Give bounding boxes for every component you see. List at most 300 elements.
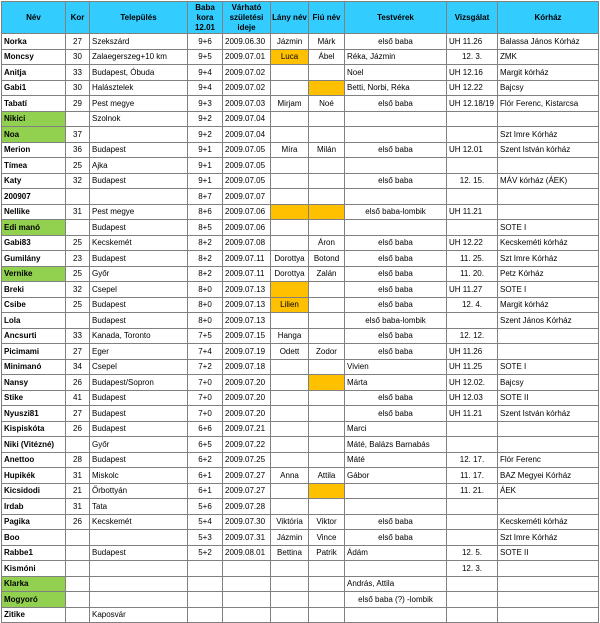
cell-baby-age[interactable]: 6+5 [188,437,223,453]
cell-hospital[interactable] [498,499,599,515]
cell-siblings[interactable]: első baba [345,530,447,546]
cell-girl-name[interactable] [271,189,309,205]
cell-due-date[interactable]: 2009.07.01 [223,49,271,65]
cell-city[interactable]: Halásztelek [90,80,188,96]
header-age[interactable]: Kor [66,2,90,34]
cell-hospital[interactable]: Petz Kórház [498,266,599,282]
cell-due-date[interactable] [223,592,271,608]
cell-exam[interactable]: UH 12.01 [447,142,498,158]
cell-name[interactable]: Irdab [2,499,66,515]
cell-due-date[interactable]: 2009.07.13 [223,313,271,329]
cell-city[interactable]: Zalaegerszeg+10 km [90,49,188,65]
cell-due-date[interactable] [223,576,271,592]
cell-siblings[interactable]: Noel [345,65,447,81]
cell-baby-age[interactable]: 7+5 [188,328,223,344]
cell-name[interactable]: Breki [2,282,66,298]
cell-city[interactable]: Miskolc [90,468,188,484]
cell-siblings[interactable]: első baba [345,406,447,422]
cell-boy-name[interactable] [309,297,345,313]
cell-exam[interactable]: UH 12.22 [447,80,498,96]
cell-baby-age[interactable]: 5+4 [188,514,223,530]
cell-girl-name[interactable] [271,158,309,174]
cell-boy-name[interactable] [309,65,345,81]
cell-hospital[interactable]: ÁEK [498,483,599,499]
cell-due-date[interactable]: 2009.07.13 [223,297,271,313]
cell-age[interactable]: 31 [66,468,90,484]
cell-hospital[interactable]: Bajcsy [498,80,599,96]
cell-baby-age[interactable]: 7+0 [188,375,223,391]
cell-due-date[interactable]: 2009.07.18 [223,359,271,375]
cell-hospital[interactable]: Bajcsy [498,375,599,391]
cell-girl-name[interactable]: Dorottya [271,251,309,267]
cell-girl-name[interactable] [271,499,309,515]
cell-age[interactable]: 31 [66,204,90,220]
cell-hospital[interactable]: MÁV kórház (ÁEK) [498,173,599,189]
cell-age[interactable] [66,111,90,127]
cell-baby-age[interactable]: 5+3 [188,530,223,546]
cell-city[interactable]: Kecskemét [90,514,188,530]
cell-hospital[interactable]: BAZ Megyei Kórház [498,468,599,484]
cell-boy-name[interactable]: Vince [309,530,345,546]
cell-baby-age[interactable]: 7+0 [188,390,223,406]
header-due-date[interactable]: Várható születési ideje [223,2,271,34]
cell-girl-name[interactable]: Bettina [271,545,309,561]
cell-boy-name[interactable] [309,189,345,205]
cell-age[interactable]: 26 [66,421,90,437]
cell-name[interactable]: Katy [2,173,66,189]
cell-city[interactable]: Budapest [90,173,188,189]
cell-age[interactable]: 27 [66,406,90,422]
header-siblings[interactable]: Testvérek [345,2,447,34]
cell-boy-name[interactable] [309,127,345,143]
cell-due-date[interactable]: 2009.07.06 [223,204,271,220]
cell-name[interactable]: Kispiskóta [2,421,66,437]
cell-hospital[interactable] [498,344,599,360]
cell-siblings[interactable]: első baba [345,344,447,360]
cell-baby-age[interactable] [188,576,223,592]
cell-city[interactable]: Budapest, Óbuda [90,65,188,81]
cell-siblings[interactable] [345,220,447,236]
cell-age[interactable]: 23 [66,251,90,267]
cell-boy-name[interactable]: Milán [309,142,345,158]
cell-city[interactable]: Budapest [90,390,188,406]
cell-girl-name[interactable]: Míra [271,142,309,158]
cell-girl-name[interactable] [271,437,309,453]
cell-girl-name[interactable] [271,592,309,608]
cell-city[interactable]: Őrbottyán [90,483,188,499]
cell-girl-name[interactable]: Dorottya [271,266,309,282]
cell-siblings[interactable]: első baba [345,514,447,530]
cell-due-date[interactable]: 2009.07.28 [223,499,271,515]
cell-baby-age[interactable]: 8+7 [188,189,223,205]
cell-due-date[interactable]: 2009.07.04 [223,127,271,143]
cell-age[interactable]: 25 [66,297,90,313]
cell-baby-age[interactable]: 7+4 [188,344,223,360]
cell-siblings[interactable]: első baba [345,328,447,344]
cell-due-date[interactable]: 2009.07.05 [223,173,271,189]
cell-name[interactable]: Csibe [2,297,66,313]
cell-name[interactable]: Nansy [2,375,66,391]
cell-name[interactable]: Pagika [2,514,66,530]
cell-age[interactable]: 21 [66,483,90,499]
cell-name[interactable]: Stike [2,390,66,406]
cell-siblings[interactable]: első baba [345,266,447,282]
cell-city[interactable]: Ajka [90,158,188,174]
cell-due-date[interactable]: 2009.07.13 [223,282,271,298]
cell-city[interactable] [90,127,188,143]
cell-hospital[interactable]: Szt Imre Kórház [498,251,599,267]
cell-age[interactable]: 25 [66,235,90,251]
cell-age[interactable] [66,576,90,592]
cell-name[interactable]: Nikici [2,111,66,127]
cell-age[interactable]: 25 [66,266,90,282]
cell-boy-name[interactable] [309,173,345,189]
cell-hospital[interactable]: Szt Imre Kórház [498,127,599,143]
cell-girl-name[interactable] [271,390,309,406]
cell-age[interactable]: 26 [66,514,90,530]
cell-exam[interactable]: 12. 12. [447,328,498,344]
cell-city[interactable] [90,576,188,592]
cell-boy-name[interactable]: Márk [309,34,345,50]
cell-due-date[interactable]: 2009.07.15 [223,328,271,344]
cell-age[interactable] [66,189,90,205]
cell-siblings[interactable] [345,111,447,127]
cell-city[interactable]: Csepel [90,282,188,298]
cell-boy-name[interactable] [309,375,345,391]
cell-hospital[interactable]: Szent István kórház [498,142,599,158]
cell-age[interactable] [66,313,90,329]
cell-boy-name[interactable] [309,576,345,592]
cell-exam[interactable] [447,437,498,453]
cell-baby-age[interactable]: 6+1 [188,483,223,499]
cell-due-date[interactable]: 2009.07.11 [223,251,271,267]
cell-girl-name[interactable]: Hanga [271,328,309,344]
cell-age[interactable]: 30 [66,80,90,96]
cell-name[interactable]: Vernike [2,266,66,282]
cell-siblings[interactable]: első baba [345,282,447,298]
cell-boy-name[interactable]: Viktor [309,514,345,530]
cell-city[interactable]: Budapest [90,220,188,236]
cell-hospital[interactable] [498,328,599,344]
cell-name[interactable]: Nyuszi81 [2,406,66,422]
cell-girl-name[interactable] [271,452,309,468]
cell-due-date[interactable]: 2009.07.02 [223,80,271,96]
cell-age[interactable]: 27 [66,34,90,50]
cell-exam[interactable] [447,313,498,329]
cell-exam[interactable]: 12. 17. [447,452,498,468]
cell-girl-name[interactable]: Viktória [271,514,309,530]
cell-girl-name[interactable] [271,561,309,577]
cell-due-date[interactable]: 2009.07.21 [223,421,271,437]
cell-city[interactable]: Kaposvár [90,607,188,623]
cell-exam[interactable]: 11. 20. [447,266,498,282]
cell-hospital[interactable] [498,158,599,174]
cell-siblings[interactable]: Vivien [345,359,447,375]
cell-boy-name[interactable] [309,421,345,437]
cell-baby-age[interactable]: 9+2 [188,127,223,143]
cell-age[interactable]: 32 [66,173,90,189]
cell-name[interactable]: Niki (Vitézné) [2,437,66,453]
cell-boy-name[interactable]: Noé [309,96,345,112]
cell-due-date[interactable]: 2009.07.20 [223,406,271,422]
cell-hospital[interactable]: Balassa János Kórház [498,34,599,50]
cell-hospital[interactable] [498,592,599,608]
cell-girl-name[interactable] [271,204,309,220]
cell-age[interactable]: 29 [66,96,90,112]
cell-boy-name[interactable]: Zalán [309,266,345,282]
cell-due-date[interactable]: 2009.07.22 [223,437,271,453]
header-exam[interactable]: Vizsgálat [447,2,498,34]
cell-boy-name[interactable] [309,204,345,220]
cell-city[interactable]: Győr [90,266,188,282]
header-name[interactable]: Név [2,2,66,34]
cell-name[interactable]: Merion [2,142,66,158]
cell-exam[interactable] [447,530,498,546]
cell-girl-name[interactable] [271,375,309,391]
cell-name[interactable]: Moncsy [2,49,66,65]
cell-name[interactable]: Gabi83 [2,235,66,251]
cell-due-date[interactable]: 2009.07.07 [223,189,271,205]
cell-city[interactable]: Tata [90,499,188,515]
cell-siblings[interactable]: első baba [345,142,447,158]
cell-girl-name[interactable]: Luca [271,49,309,65]
cell-hospital[interactable]: Margit kórház [498,297,599,313]
cell-baby-age[interactable]: 7+2 [188,359,223,375]
cell-exam[interactable]: 11. 25. [447,251,498,267]
cell-hospital[interactable]: Kecskeméti kórház [498,235,599,251]
cell-exam[interactable]: UH 11.26 [447,34,498,50]
cell-exam[interactable] [447,189,498,205]
cell-exam[interactable] [447,421,498,437]
cell-siblings[interactable]: első baba [345,96,447,112]
cell-age[interactable]: 30 [66,49,90,65]
cell-name[interactable]: Edi manó [2,220,66,236]
cell-exam[interactable] [447,111,498,127]
cell-siblings[interactable]: első baba [345,34,447,50]
cell-boy-name[interactable] [309,607,345,623]
cell-siblings[interactable]: első baba [345,235,447,251]
cell-hospital[interactable]: Flór Ferenc [498,452,599,468]
cell-baby-age[interactable]: 9+4 [188,80,223,96]
cell-age[interactable]: 41 [66,390,90,406]
cell-girl-name[interactable] [271,483,309,499]
cell-siblings[interactable]: első baba [345,173,447,189]
cell-siblings[interactable]: első baba (?) -lombik [345,592,447,608]
cell-due-date[interactable]: 2009.07.05 [223,158,271,174]
cell-city[interactable]: Budapest [90,251,188,267]
cell-boy-name[interactable] [309,313,345,329]
cell-hospital[interactable]: ZMK [498,49,599,65]
cell-city[interactable]: Budapest [90,452,188,468]
cell-girl-name[interactable] [271,313,309,329]
cell-baby-age[interactable]: 6+6 [188,421,223,437]
cell-city[interactable]: Szolnok [90,111,188,127]
cell-boy-name[interactable] [309,452,345,468]
cell-siblings[interactable]: Réka, Jázmin [345,49,447,65]
cell-girl-name[interactable] [271,282,309,298]
cell-due-date[interactable]: 2009.07.05 [223,142,271,158]
cell-due-date[interactable]: 2009.07.30 [223,514,271,530]
cell-age[interactable]: 34 [66,359,90,375]
cell-siblings[interactable]: első baba [345,297,447,313]
cell-boy-name[interactable] [309,158,345,174]
cell-name[interactable]: Kicsidodi [2,483,66,499]
cell-due-date[interactable]: 2009.07.19 [223,344,271,360]
cell-name[interactable]: Tabatí [2,96,66,112]
cell-exam[interactable] [447,592,498,608]
cell-girl-name[interactable] [271,111,309,127]
cell-hospital[interactable]: SOTE I [498,282,599,298]
cell-boy-name[interactable] [309,80,345,96]
cell-city[interactable]: Budapest [90,545,188,561]
cell-name[interactable]: Hupikék [2,468,66,484]
cell-baby-age[interactable]: 8+0 [188,313,223,329]
cell-girl-name[interactable] [271,173,309,189]
header-hospital[interactable]: Kórház [498,2,599,34]
cell-siblings[interactable] [345,499,447,515]
cell-city[interactable]: Budapest [90,142,188,158]
cell-girl-name[interactable]: Anna [271,468,309,484]
cell-name[interactable]: Tímea [2,158,66,174]
cell-city[interactable] [90,592,188,608]
cell-due-date[interactable]: 2009.07.08 [223,235,271,251]
cell-baby-age[interactable]: 9+1 [188,142,223,158]
cell-name[interactable]: Boo [2,530,66,546]
cell-baby-age[interactable]: 6+2 [188,452,223,468]
cell-girl-name[interactable] [271,406,309,422]
cell-due-date[interactable] [223,607,271,623]
cell-boy-name[interactable]: Zodor [309,344,345,360]
cell-city[interactable]: Kecskemét [90,235,188,251]
cell-due-date[interactable]: 2009.07.25 [223,452,271,468]
cell-boy-name[interactable] [309,111,345,127]
cell-age[interactable]: 36 [66,142,90,158]
cell-hospital[interactable]: Flór Ferenc, Kistarcsa [498,96,599,112]
cell-siblings[interactable]: Marci [345,421,447,437]
cell-exam[interactable]: 12. 3. [447,49,498,65]
cell-city[interactable] [90,561,188,577]
cell-name[interactable]: Gabi1 [2,80,66,96]
cell-boy-name[interactable] [309,390,345,406]
cell-siblings[interactable]: Gábor [345,468,447,484]
cell-city[interactable]: Győr [90,437,188,453]
cell-age[interactable] [66,561,90,577]
cell-exam[interactable] [447,127,498,143]
cell-age[interactable]: 31 [66,499,90,515]
cell-baby-age[interactable]: 8+5 [188,220,223,236]
cell-age[interactable]: 28 [66,452,90,468]
header-city[interactable]: Település [90,2,188,34]
cell-boy-name[interactable] [309,437,345,453]
cell-hospital[interactable]: Szent János Kórház [498,313,599,329]
cell-exam[interactable] [447,576,498,592]
cell-baby-age[interactable] [188,592,223,608]
cell-due-date[interactable]: 2009.07.20 [223,375,271,391]
cell-hospital[interactable] [498,607,599,623]
cell-hospital[interactable]: SOTE II [498,545,599,561]
cell-siblings[interactable]: első baba [345,251,447,267]
cell-boy-name[interactable] [309,220,345,236]
cell-exam[interactable]: UH 12.03 [447,390,498,406]
cell-exam[interactable] [447,607,498,623]
cell-name[interactable]: Picimami [2,344,66,360]
cell-baby-age[interactable]: 9+1 [188,158,223,174]
cell-hospital[interactable] [498,421,599,437]
cell-hospital[interactable]: SOTE II [498,390,599,406]
cell-city[interactable]: Budapest/Sopron [90,375,188,391]
cell-girl-name[interactable] [271,65,309,81]
cell-name[interactable]: Kismóni [2,561,66,577]
cell-girl-name[interactable]: Lilien [271,297,309,313]
cell-hospital[interactable] [498,561,599,577]
cell-hospital[interactable]: Kecskeméti kórház [498,514,599,530]
cell-name[interactable]: Minimanó [2,359,66,375]
cell-exam[interactable]: UH 11.21 [447,406,498,422]
header-boy-name[interactable]: Fiú név [309,2,345,34]
cell-baby-age[interactable] [188,561,223,577]
cell-hospital[interactable]: Szt Imre Kórház [498,530,599,546]
cell-exam[interactable]: UH 11.25 [447,359,498,375]
cell-siblings[interactable] [345,189,447,205]
cell-exam[interactable]: UH 11.27 [447,282,498,298]
cell-girl-name[interactable] [271,127,309,143]
cell-boy-name[interactable]: Ábel [309,49,345,65]
cell-hospital[interactable] [498,437,599,453]
cell-girl-name[interactable]: Jázmin [271,34,309,50]
cell-exam[interactable]: 12. 3. [447,561,498,577]
cell-siblings[interactable]: András, Attila [345,576,447,592]
cell-baby-age[interactable]: 9+6 [188,34,223,50]
cell-city[interactable]: Budapest [90,297,188,313]
cell-name[interactable]: Norka [2,34,66,50]
cell-baby-age[interactable]: 5+6 [188,499,223,515]
cell-age[interactable] [66,530,90,546]
cell-baby-age[interactable]: 8+0 [188,297,223,313]
cell-city[interactable]: Budapest [90,406,188,422]
cell-name[interactable]: Nellike [2,204,66,220]
cell-siblings[interactable]: Máté, Balázs Barnabás [345,437,447,453]
cell-due-date[interactable] [223,561,271,577]
cell-age[interactable]: 33 [66,65,90,81]
cell-due-date[interactable]: 2009.07.11 [223,266,271,282]
cell-baby-age[interactable]: 9+5 [188,49,223,65]
cell-city[interactable]: Pest megye [90,204,188,220]
cell-name[interactable]: Noa [2,127,66,143]
cell-baby-age[interactable]: 9+2 [188,111,223,127]
cell-baby-age[interactable]: 8+2 [188,235,223,251]
cell-boy-name[interactable]: Attila [309,468,345,484]
cell-girl-name[interactable]: Odett [271,344,309,360]
cell-exam[interactable]: UH 12.16 [447,65,498,81]
cell-age[interactable] [66,220,90,236]
cell-boy-name[interactable]: Áron [309,235,345,251]
cell-due-date[interactable]: 2009.07.27 [223,483,271,499]
cell-boy-name[interactable] [309,282,345,298]
cell-hospital[interactable]: SOTE I [498,359,599,375]
cell-hospital[interactable]: SOTE I [498,220,599,236]
cell-siblings[interactable] [345,483,447,499]
cell-exam[interactable]: UH 11.26 [447,344,498,360]
cell-name[interactable]: 200907 [2,189,66,205]
cell-baby-age[interactable]: 8+2 [188,266,223,282]
header-girl-name[interactable]: Lány név [271,2,309,34]
cell-age[interactable] [66,437,90,453]
cell-exam[interactable] [447,514,498,530]
cell-city[interactable] [90,189,188,205]
cell-exam[interactable]: 11. 21. [447,483,498,499]
cell-age[interactable]: 37 [66,127,90,143]
cell-name[interactable]: Rabbe1 [2,545,66,561]
